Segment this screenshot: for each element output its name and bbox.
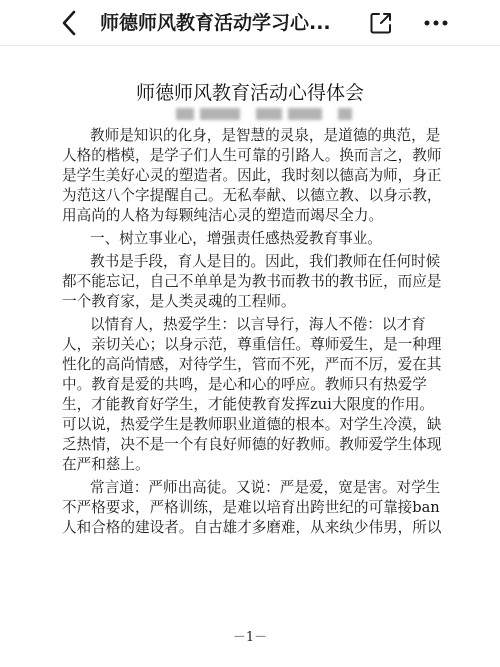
text-line: 可以说，热爱学生是教师职业道德的根本。对学生冷漠，缺 — [62, 416, 442, 433]
paragraph — [62, 252, 452, 312]
paragraph — [62, 315, 452, 475]
more-options-button[interactable] — [416, 0, 456, 46]
page-title: 师德师风教育活动学习心... — [100, 12, 331, 34]
paragraph — [62, 478, 452, 538]
text-line: 一、树立事业心，增强责任感热爱教育事业。 — [90, 230, 382, 247]
text-line: 乏热情，决不是一个有良好师德的好教师。教师爱学生体现 — [62, 436, 442, 453]
text-line: 一个教育家，是人类灵魂的工程师。 — [62, 293, 296, 310]
text-line: 是学生美好心灵的塑造者。因此，我时刻以德高为师，身正 — [62, 167, 442, 184]
text-line: 以情育人，热爱学生：以言导行，海人不倦：以才育 — [90, 316, 426, 333]
paragraph — [62, 126, 452, 226]
document-body — [62, 126, 452, 538]
text-line: 人，亲切关心；以身示范，尊重信任。尊师爱生，是一种理 — [62, 336, 442, 353]
text-line: 人和合格的建设者。自古雄才多磨难，从来纨少伟男，所以 — [62, 519, 442, 536]
author-line-blurred — [168, 106, 388, 122]
text-line: 不严格要求，严格训练，是难以培育出跨世纪的可靠接ban — [62, 499, 440, 516]
text-line: 教书是手段，育人是目的。因此，我们教师在任何时候 — [90, 253, 441, 270]
text-line: 都不能忘记，自己不单单是为教书而教书的教书匠，而应是 — [62, 273, 442, 290]
text-line: 用高尚的人格为每颗纯洁心灵的塑造而竭尽全力。 — [62, 207, 384, 224]
text-line: 人格的楷模，是学子们人生可靠的引路人。换而言之，教师 — [62, 147, 442, 164]
section-heading — [62, 229, 452, 249]
text-line: 在严和慈上。 — [62, 456, 150, 473]
text-line: 性化的高尚情感，对待学生，管而不死，严而不厉，爱在其 — [62, 356, 442, 373]
page-number: －1－ — [232, 630, 268, 645]
document-title: 师德师风教育活动心得体会 — [135, 82, 364, 104]
text-line: 教师是知识的化身，是智慧的灵泉，是道德的典范，是 — [90, 127, 441, 144]
text-line: 中。教育是爱的共鸣，是心和心的呼应。教师只有热爱学 — [62, 376, 427, 393]
more-dots-icon — [424, 19, 448, 27]
text-line: 为范这八个字提醒自己。无私奉献、以德立教、以身示教， — [62, 187, 442, 204]
share-button[interactable] — [362, 0, 400, 46]
text-line: 常言道：严师出高徒。又说：严是爱，宽是害。对学生 — [90, 479, 441, 496]
top-bar — [0, 0, 500, 46]
share-icon — [369, 11, 393, 35]
back-button[interactable] — [52, 0, 86, 46]
document-page — [0, 46, 500, 667]
chevron-left-icon — [61, 10, 77, 36]
text-line: 生，才能教育好学生，才能使教育发挥zui大限度的作用。 — [62, 396, 435, 413]
